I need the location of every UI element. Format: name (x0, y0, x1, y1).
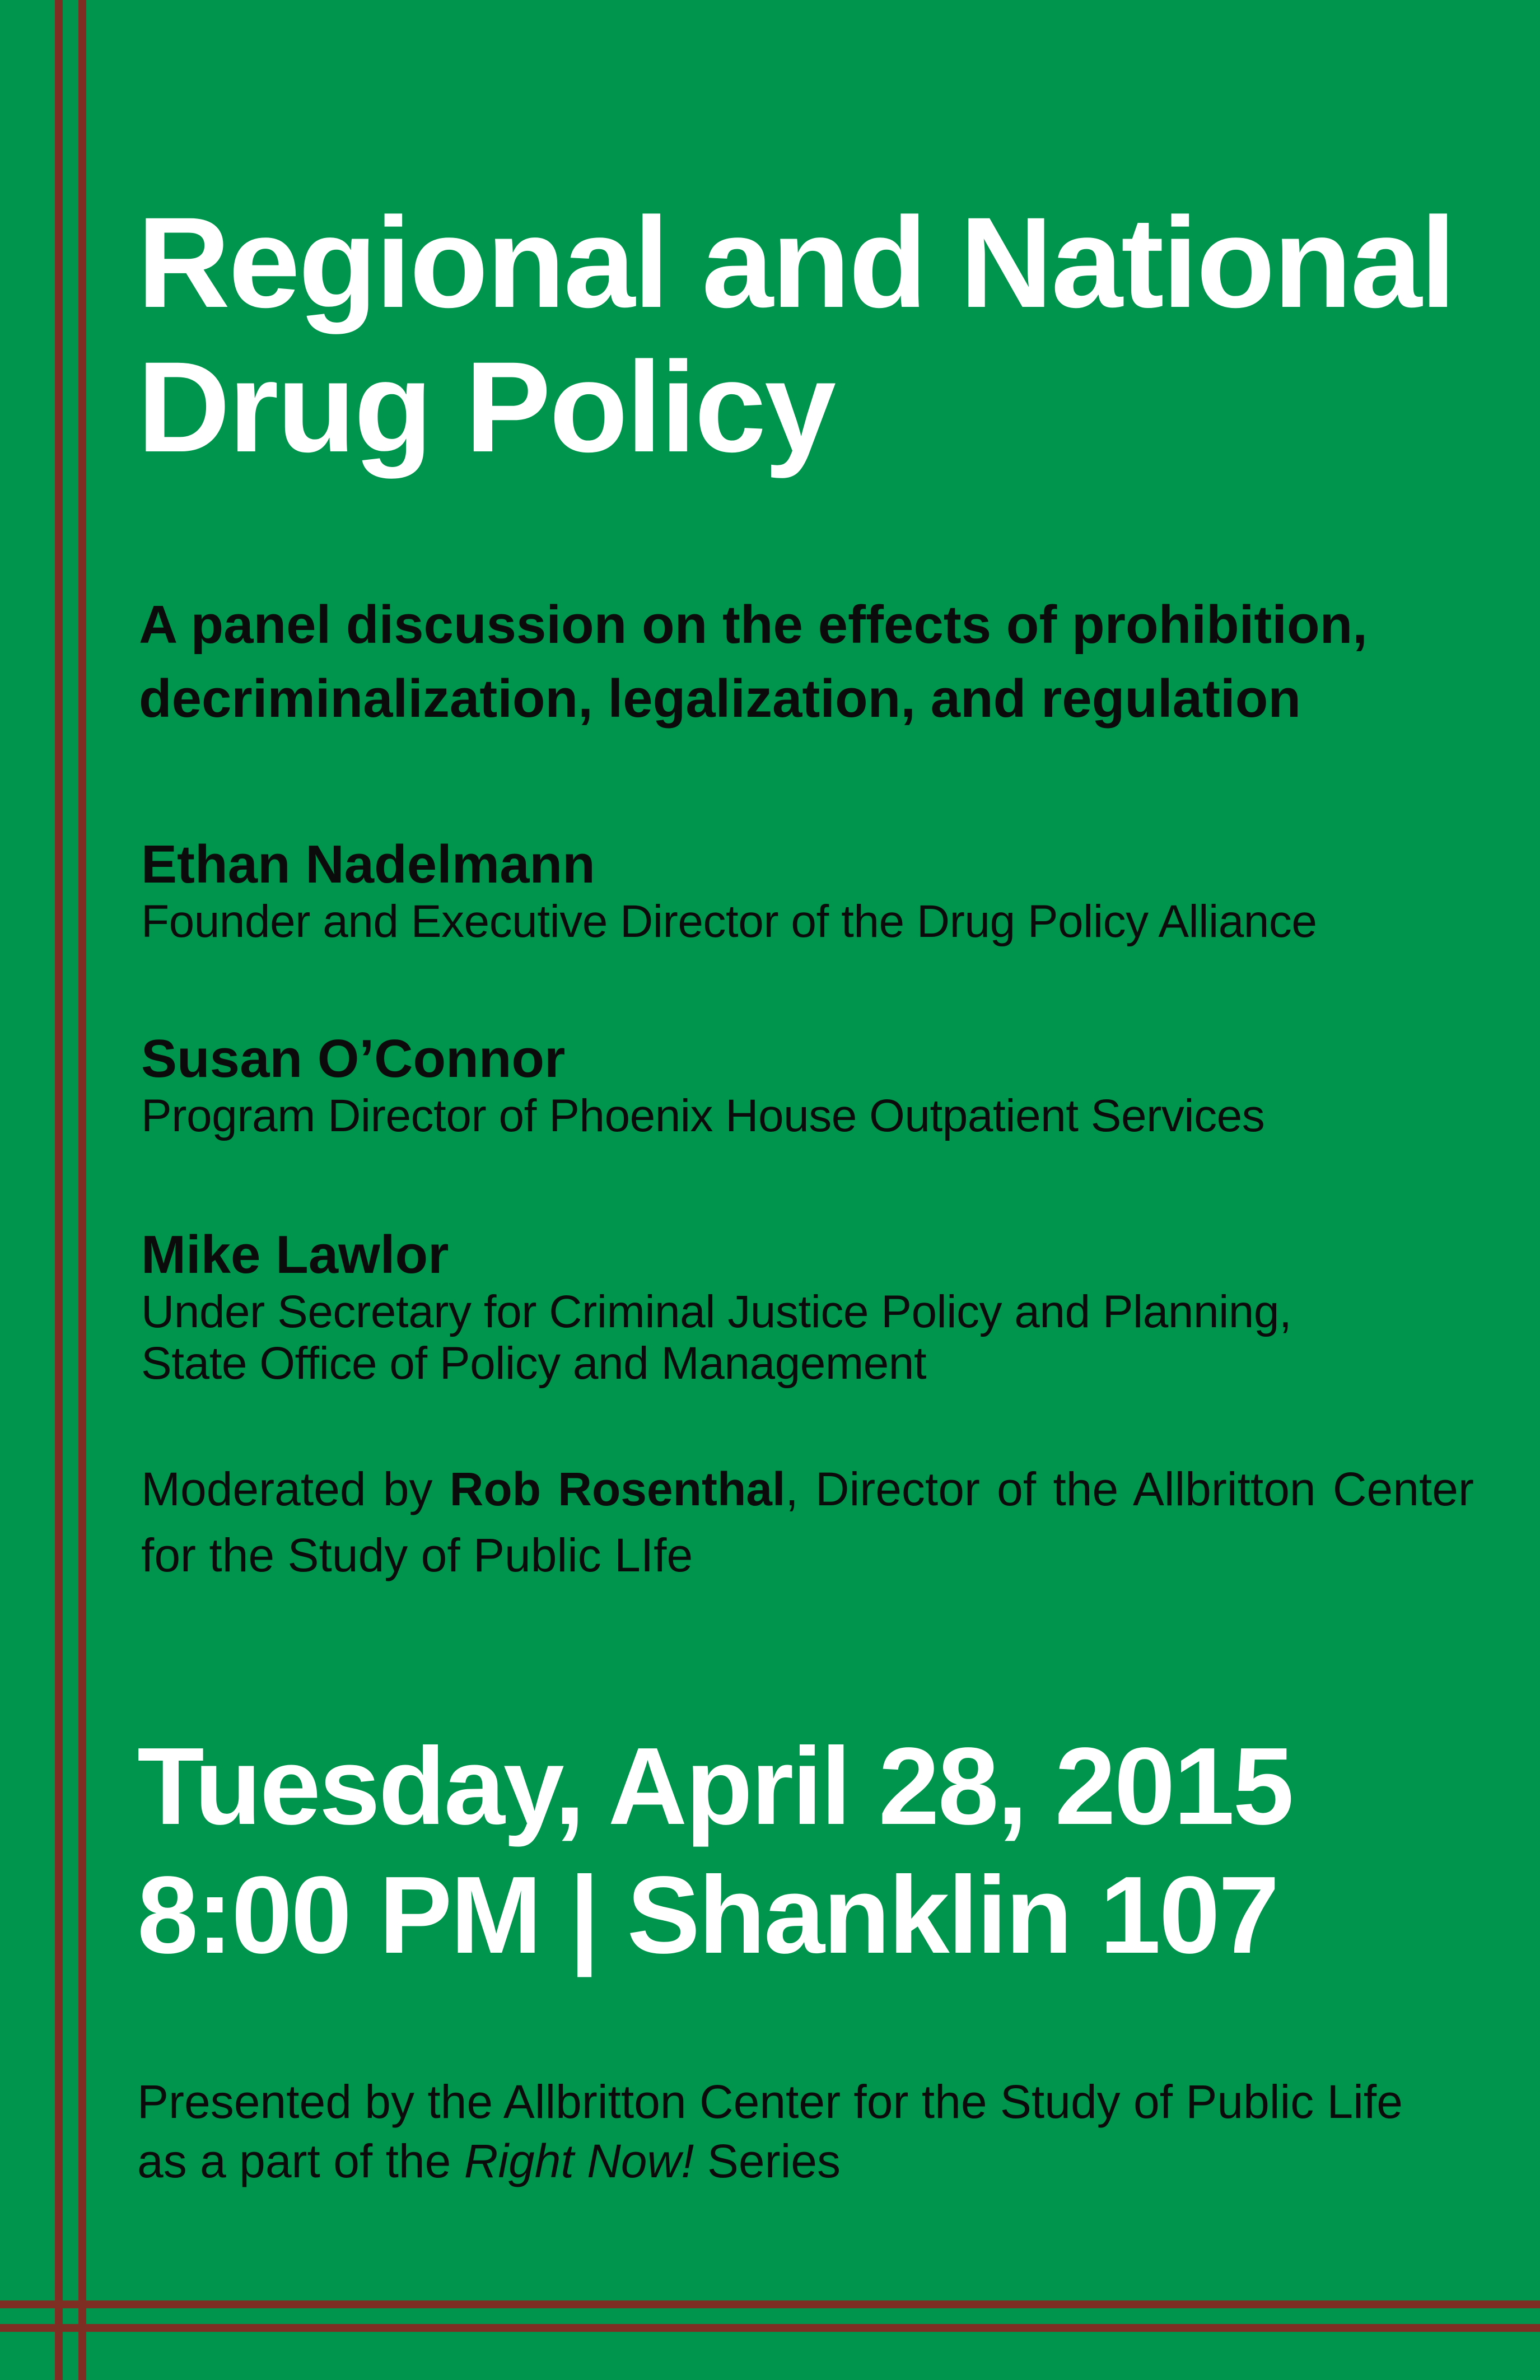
moderator-credit (141, 1456, 1474, 1588)
speaker-role: Program Director of Phoenix House Outpatient Services (141, 1090, 1265, 1141)
event-title (137, 190, 1492, 479)
border-line-bottom-upper (0, 2300, 1540, 2308)
speaker-name: Ethan Nadelmann (141, 834, 595, 894)
series-name: Right Now! (464, 2135, 694, 2187)
border-line-left-outer (55, 0, 63, 2380)
event-time-location: 8:00 PM | Shanklin 107 (137, 1854, 1278, 1976)
presented-line-1: Presented by the Allbritton Center for the Study of Public Life (137, 2075, 1403, 2128)
subtitle-line-2: decriminalization, legalization, and regulation (139, 669, 1301, 729)
speaker-role-continued: State Office of Policy and Management (141, 1338, 927, 1389)
speaker-1 (141, 833, 1496, 948)
speaker-2 (141, 1028, 1496, 1142)
speaker-role: Under Secretary for Criminal Justice Policy and Planning, (141, 1286, 1292, 1337)
event-datetime (137, 1722, 1492, 1980)
border-line-bottom-lower (0, 2324, 1540, 2332)
event-date: Tuesday, April 28, 2015 (137, 1725, 1292, 1847)
moderator-name: Rob Rosenthal (449, 1463, 786, 1515)
moderator-prefix: Moderated by (141, 1463, 450, 1515)
presented-line-2-prefix: as a part of the (137, 2135, 464, 2187)
title-line-1: Regional and National (137, 190, 1455, 334)
presented-line-2-suffix: Series (694, 2135, 841, 2187)
speaker-3 (141, 1224, 1496, 1389)
border-line-left-inner (78, 0, 86, 2380)
moderator-title: , Director of the Allbritton Center for the Study of Public LIfe (141, 1463, 1474, 1581)
speaker-role: Founder and Executive Director of the Drug Policy Alliance (141, 896, 1317, 947)
subtitle-line-1: A panel discussion on the effects of prohibition, (139, 595, 1368, 655)
presented-by (137, 2072, 1526, 2191)
speaker-name: Susan O’Connor (141, 1029, 566, 1089)
title-line-2: Drug Policy (137, 335, 835, 479)
speaker-name: Mike Lawlor (141, 1225, 449, 1285)
event-subtitle (139, 588, 1511, 736)
